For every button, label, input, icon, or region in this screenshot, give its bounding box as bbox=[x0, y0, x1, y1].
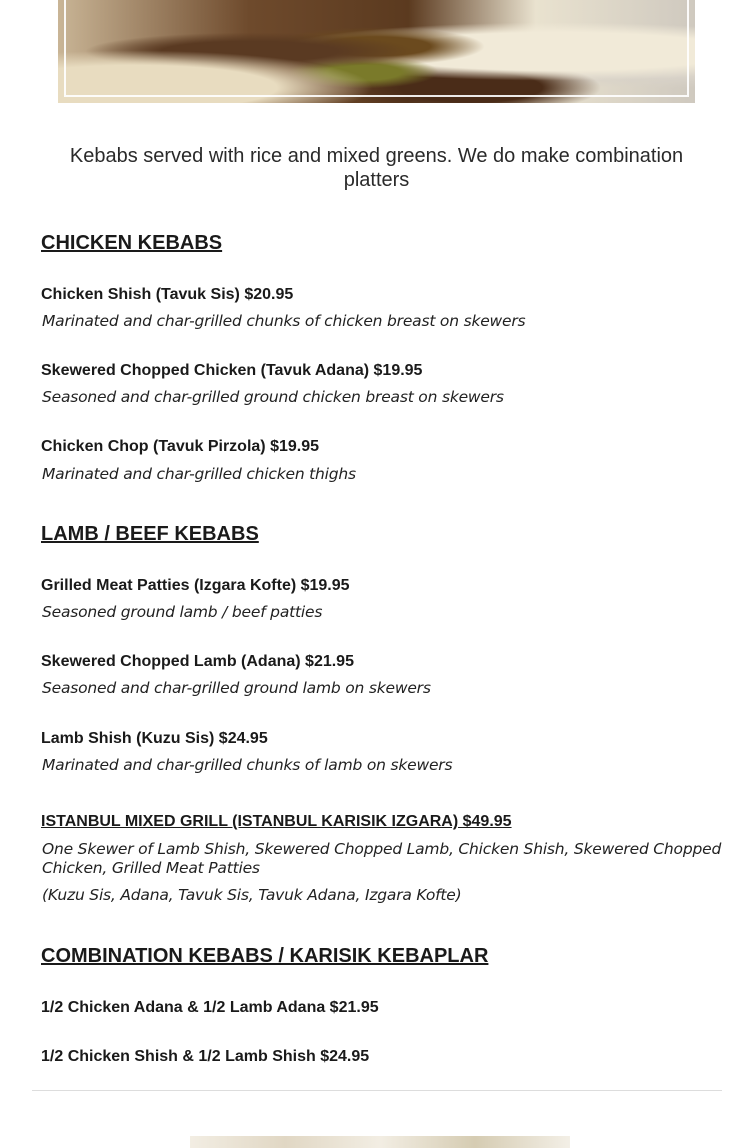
mixed-grill-turkish-names: (Kuzu Sis, Adana, Tavuk Sis, Tavuk Adana, Izgara Kofte) bbox=[42, 886, 462, 904]
menu-item-description: Seasoned ground lamb / beef patties bbox=[42, 603, 323, 621]
menu-item-description: Marinated and char-grilled chunks of lamb on skewers bbox=[42, 756, 453, 774]
section-divider bbox=[32, 1090, 722, 1091]
section-title-chicken: CHICKEN KEBABS bbox=[41, 232, 223, 254]
next-section-image bbox=[190, 1136, 570, 1148]
menu-item-name: 1/2 Chicken Shish & 1/2 Lamb Shish $24.95 bbox=[41, 1048, 370, 1065]
menu-item-name: Skewered Chopped Chicken (Tavuk Adana) $19.95 bbox=[41, 362, 423, 379]
menu-item-name: Lamb Shish (Kuzu Sis) $24.95 bbox=[41, 730, 268, 747]
menu-item-description: Marinated and char-grilled chicken thighs bbox=[42, 465, 356, 483]
menu-item-name: Skewered Chopped Lamb (Adana) $21.95 bbox=[41, 653, 354, 670]
menu-item-name: 1/2 Chicken Adana & 1/2 Lamb Adana $21.95 bbox=[41, 999, 379, 1016]
menu-intro: Kebabs served with rice and mixed greens. We do make combination platters bbox=[69, 145, 684, 191]
kebab-platter-photo bbox=[58, 0, 695, 103]
menu-item-name: Grilled Meat Patties (Izgara Kofte) $19.95 bbox=[41, 577, 350, 594]
mixed-grill-name: ISTANBUL MIXED GRILL (ISTANBUL KARISIK IZGARA) $49.95 bbox=[41, 813, 512, 830]
menu-item-description: Seasoned and char-grilled ground lamb on skewers bbox=[42, 679, 431, 697]
menu-item-description: Marinated and char-grilled chunks of chicken breast on skewers bbox=[42, 312, 526, 330]
section-title-combination: COMBINATION KEBABS / KARISIK KEBAPLAR bbox=[41, 945, 489, 967]
menu-item-description: Seasoned and char-grilled ground chicken breast on skewers bbox=[42, 388, 504, 406]
section-title-lamb-beef: LAMB / BEEF KEBABS bbox=[41, 523, 259, 545]
photo-frame bbox=[64, 0, 689, 97]
mixed-grill-description: One Skewer of Lamb Shish, Skewered Chopped Lamb, Chicken Shish, Skewered Chopped Chicken, Grilled Meat Patties bbox=[42, 840, 722, 877]
menu-item-name: Chicken Chop (Tavuk Pirzola) $19.95 bbox=[41, 438, 320, 455]
menu-item-name: Chicken Shish (Tavuk Sis) $20.95 bbox=[41, 286, 294, 303]
